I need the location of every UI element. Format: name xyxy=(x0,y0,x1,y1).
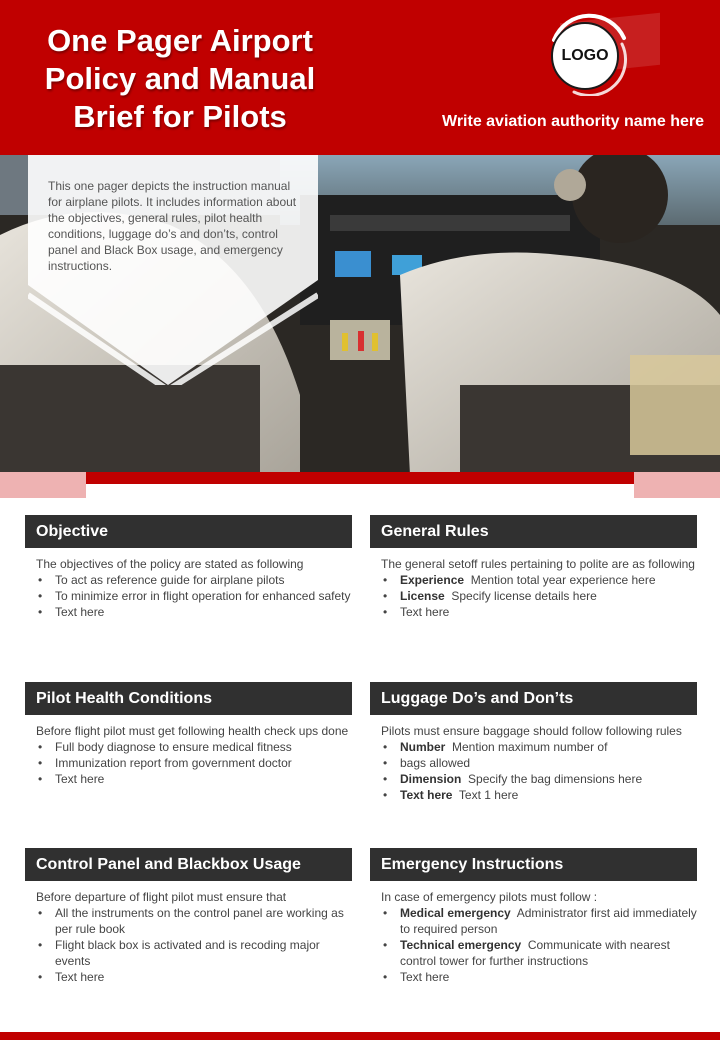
bottom-accent-bar xyxy=(0,1032,720,1040)
control-panel-lead: Before departure of flight pilot must ensure that xyxy=(36,890,287,904)
pink-accent-right xyxy=(634,472,720,498)
pilot-health-section xyxy=(25,682,352,787)
list-item: • All the instruments on the control panel are working as per rule book xyxy=(36,905,352,937)
list-item: • Text here xyxy=(36,604,352,620)
pilot-health-lead: Before flight pilot must get following health check ups done xyxy=(36,724,349,738)
list-item: • To act as reference guide for airplane pilots xyxy=(36,572,352,588)
list-item: • License Specify license details here xyxy=(381,588,697,604)
list-item: • Text here xyxy=(381,969,697,985)
luggage-header: Luggage Do’s and Don’ts xyxy=(370,682,697,715)
list-item: • bags allowed xyxy=(381,755,697,771)
objective-section xyxy=(25,515,352,620)
authority-name: Write aviation authority name here xyxy=(442,113,704,130)
intro-text: This one pager depicts the instruction manual for airplane pilots. It includes information about the objectives, general rules, pilot health conditions, luggage do’s and don’ts, control panel and Black Box usage, and emergency instructions. xyxy=(48,179,297,273)
list-item: • Text here xyxy=(381,604,697,620)
luggage-section xyxy=(370,682,697,803)
list-item: • Number Mention maximum number of xyxy=(381,739,697,755)
title-line-2: Policy and Manual xyxy=(44,61,316,96)
list-item: • Full body diagnose to ensure medical fitness xyxy=(36,739,352,755)
general-rules-header: General Rules xyxy=(370,515,697,548)
objective-lead: The objectives of the policy are stated as following xyxy=(36,557,304,571)
objective-header: Objective xyxy=(25,515,352,548)
list-item: • Experience Mention total year experience here xyxy=(381,572,697,588)
logo: LOGO xyxy=(551,22,619,90)
red-accent-bar xyxy=(44,472,678,484)
list-item: • Text here xyxy=(36,771,352,787)
list-item: • Flight black box is activated and is recoding major events xyxy=(36,937,352,969)
pilot-health-header: Pilot Health Conditions xyxy=(25,682,352,715)
list-item: • Text here Text 1 here xyxy=(381,787,697,803)
pink-accent-left xyxy=(0,472,86,498)
title-line-1: One Pager Airport xyxy=(47,23,313,58)
general-rules-lead: The general setoff rules pertaining to polite are as following xyxy=(381,557,695,571)
list-item: • To minimize error in flight operation for enhanced safety xyxy=(36,588,352,604)
page-title xyxy=(20,22,340,136)
logo-badge xyxy=(544,10,630,96)
list-item: • Technical emergency Communicate with nearest control tower for further instructions xyxy=(381,937,697,969)
list-item: • Text here xyxy=(36,969,352,985)
general-rules-section xyxy=(370,515,697,620)
luggage-lead: Pilots must ensure baggage should follow following rules xyxy=(381,724,682,738)
list-item: • Medical emergency Administrator first aid immediately to required person xyxy=(381,905,697,937)
emergency-header: Emergency Instructions xyxy=(370,848,697,881)
list-item: • Immunization report from government doctor xyxy=(36,755,352,771)
title-line-3: Brief for Pilots xyxy=(73,99,287,134)
emergency-lead: In case of emergency pilots must follow : xyxy=(381,890,598,904)
emergency-section xyxy=(370,848,697,985)
header-banner xyxy=(0,0,720,155)
control-panel-header: Control Panel and Blackbox Usage xyxy=(25,848,352,881)
control-panel-section xyxy=(25,848,352,985)
list-item: • Dimension Specify the bag dimensions here xyxy=(381,771,697,787)
